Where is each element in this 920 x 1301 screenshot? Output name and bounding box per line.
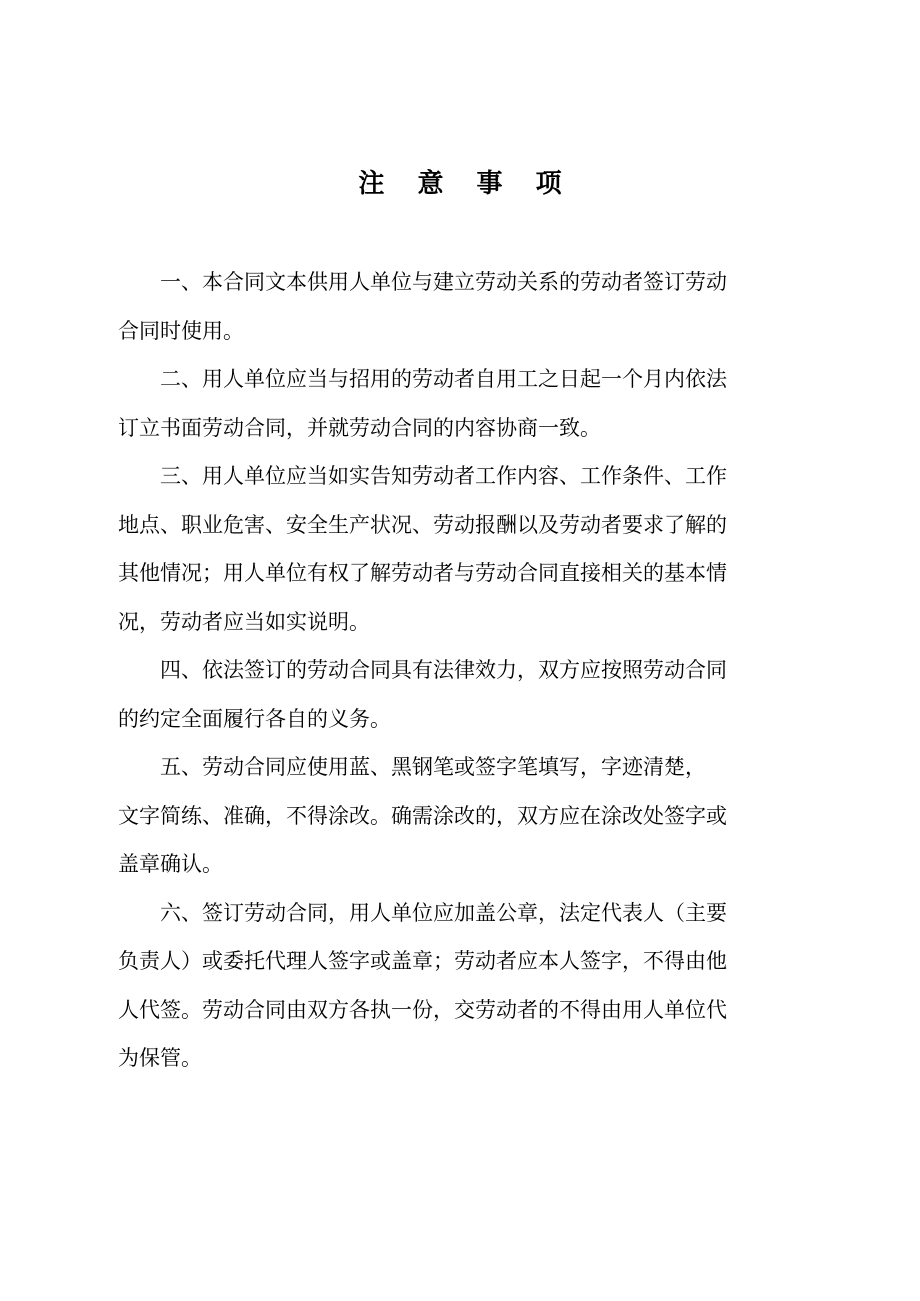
paragraph-line: 负责人）或委托代理人签字或盖章；劳动者应本人签字，不得由他 (118, 949, 727, 973)
notice-item-3 (118, 452, 790, 646)
paragraph-line: 五、劳动合同应使用蓝、黑钢笔或签字笔填写，字迹清楚， (160, 755, 706, 779)
paragraph-line: 其他情况；用人单位有权了解劳动者与劳动合同直接相关的基本情 (118, 561, 727, 585)
paragraph-line: 地点、职业危害、安全生产状况、劳动报酬以及劳动者要求了解的 (118, 512, 727, 537)
paragraph-line: 四、依法签订的劳动合同具有法律效力，双方应按照劳动合同 (160, 658, 727, 682)
notice-item-2 (118, 355, 790, 452)
paragraph-line: 盖章确认。 (118, 852, 223, 876)
paragraph-line: 六、签订劳动合同，用人单位应加盖公章，法定代表人（主要 (160, 900, 727, 925)
paragraph-line: 合同时使用。 (118, 318, 244, 343)
paragraph-line: 为保管。 (118, 1046, 202, 1070)
paragraph-line: 的约定全面履行各自的义务。 (118, 706, 391, 731)
page-title: 注 意 事 项 (358, 169, 574, 199)
notice-item-5 (118, 743, 790, 889)
paragraph-line: 三、用人单位应当如实告知劳动者工作内容、工作条件、工作 (160, 464, 727, 488)
notice-item-4 (118, 646, 790, 743)
paragraph-line: 文字简练、准确，不得涂改。确需涂改的，双方应在涂改处签字或 (118, 803, 727, 828)
paragraph-line: 人代签。劳动合同由双方各执一份，交劳动者的不得由用人单位代 (118, 997, 727, 1022)
paragraph-line: 况，劳动者应当如实说明。 (118, 609, 370, 634)
paragraph-line: 订立书面劳动合同，并就劳动合同的内容协商一致。 (118, 415, 601, 440)
notice-item-1 (118, 258, 790, 355)
notice-item-6 (118, 889, 790, 1083)
paragraph-line: 一、本合同文本供用人单位与建立劳动关系的劳动者签订劳动 (160, 270, 727, 294)
paragraph-line: 二、用人单位应当与招用的劳动者自用工之日起一个月内依法 (160, 367, 727, 391)
notice-body (118, 258, 790, 1083)
